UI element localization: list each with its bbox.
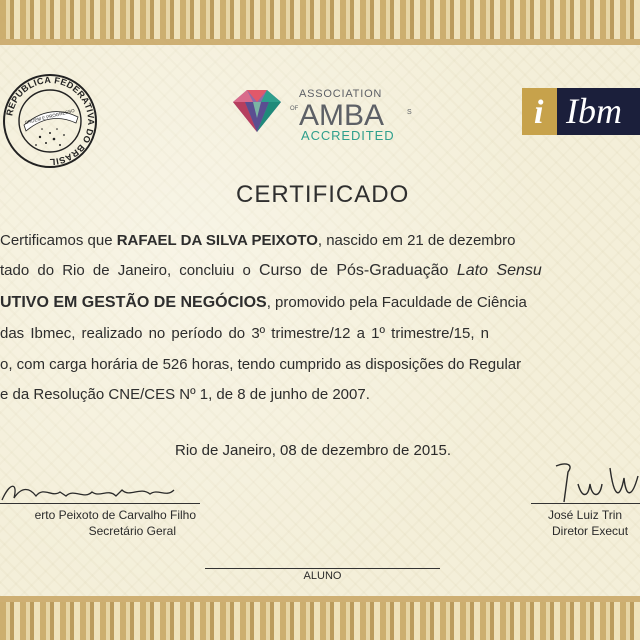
amba-gem-icon xyxy=(233,90,281,132)
signature-right xyxy=(548,458,640,506)
ibmec-logo-text: Ibm xyxy=(566,91,622,131)
signer-left-role: Secretário Geral xyxy=(88,524,176,538)
course-latin: Lato Sensu xyxy=(456,262,542,279)
certificate-title: CERTIFICADO xyxy=(236,181,410,208)
course-type: Curso de Pós-Graduação xyxy=(258,262,457,279)
svg-text:S: S xyxy=(407,109,412,116)
svg-text:AMBA: AMBA xyxy=(299,99,385,132)
body-line-1: Certificamos que RAFAEL DA SILVA PEIXOTO, nascido em 21 de dezembro xyxy=(0,232,516,249)
ibmec-logo xyxy=(522,88,640,135)
student-signature-line xyxy=(205,568,440,569)
signature-left xyxy=(0,478,200,506)
signer-right xyxy=(548,507,640,539)
svg-text:ACCREDITED: ACCREDITED xyxy=(301,128,395,143)
signer-left xyxy=(0,507,196,539)
brazil-seal-icon xyxy=(2,73,98,169)
seal-banner: ORDEM E PROGRESSO xyxy=(24,107,76,126)
body-line-2: tado do Rio de Janeiro, concluiu o Curso de Pós-Graduação Lato Sensu xyxy=(0,262,542,279)
signature-line-right xyxy=(531,503,640,504)
decorative-border-bottom xyxy=(0,596,640,640)
amba-accredited-logo xyxy=(229,80,419,148)
body-line-6: e da Resolução CNE/CES Nº 1, de 8 de junho de 2007. xyxy=(0,386,370,403)
body-line-3: UTIVO EM GESTÃO DE NEGÓCIOS, promovido pela Faculdade de Ciência xyxy=(0,294,527,311)
signer-left-name: erto Peixoto de Carvalho Filho xyxy=(34,508,196,522)
decorative-border-top xyxy=(0,0,640,45)
course-name: UTIVO EM GESTÃO DE NEGÓCIOS xyxy=(0,294,267,311)
svg-text:OF: OF xyxy=(290,106,299,112)
ibmec-logo-i: i xyxy=(534,94,544,131)
svg-text:REPÚBLICA FEDERATIVA DO BRASIL: REPÚBLICA FEDERATIVA DO BRASIL xyxy=(4,74,97,168)
recipient-name: RAFAEL DA SILVA PEIXOTO xyxy=(116,232,318,249)
student-label: ALUNO xyxy=(303,570,342,582)
body-line-5: o, com carga horária de 526 horas, tendo cumprido as disposições do Regular xyxy=(0,356,522,373)
body-line-4: das Ibmec, realizado no período do 3º trimestre/12 a 1º trimestre/15, n xyxy=(0,325,490,342)
signature-line-left xyxy=(0,503,200,504)
place-date: Rio de Janeiro, 08 de dezembro de 2015. xyxy=(175,442,452,459)
svg-text:ASSOCIATION: ASSOCIATION xyxy=(299,88,383,100)
signer-right-role: Diretor Execut xyxy=(552,524,629,538)
signer-right-name: José Luiz Trin xyxy=(548,508,623,522)
